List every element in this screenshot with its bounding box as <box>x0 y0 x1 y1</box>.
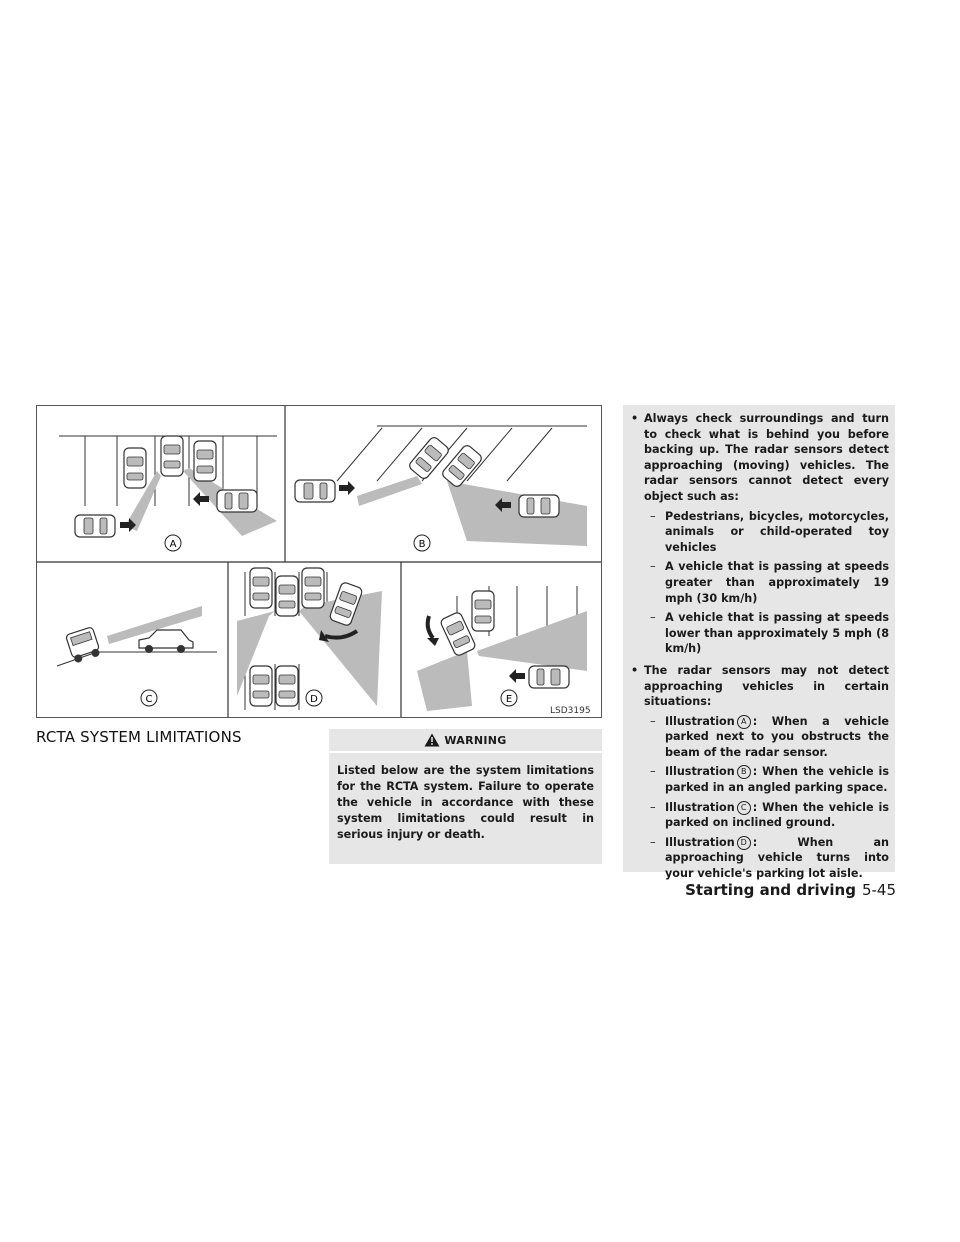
rcta-illustration <box>36 405 602 718</box>
panel-b-drawing <box>295 426 587 551</box>
warning-text: Listed below are the system limitations for the RCTA system. Failure to operate the vehicle in accordance with these system limitations could result in serious injury or death. <box>337 764 594 841</box>
list-subitem: – Illustration C : When the vehicle is parked on inclined ground. <box>631 800 889 831</box>
illustration-drawing <box>37 406 601 717</box>
svg-text:D: D <box>310 694 318 705</box>
illustration-c-marker: C <box>737 801 751 815</box>
list-subitem: – Illustration B : When the vehicle is parked in an angled parking space. <box>631 764 889 795</box>
figure-code: LSD3195 <box>550 706 591 716</box>
page-footer <box>685 881 896 899</box>
illustration-b-marker: B <box>737 765 751 779</box>
footer-section: Starting and driving <box>685 881 856 899</box>
list-subitem: – Illustration D : When an approaching vehicle turns into your vehicle's parking lot aisle. <box>631 835 889 882</box>
panel-a-drawing <box>59 436 277 551</box>
svg-text:E: E <box>505 694 513 705</box>
list-subitem: – Illustration A : When a vehicle parked next to you obstructs the beam of the radar sensor. <box>631 714 889 761</box>
page-number: 5-45 <box>861 881 896 899</box>
warning-header <box>329 729 602 753</box>
svg-text:A: A <box>169 539 177 550</box>
panel-d-drawing <box>237 568 382 710</box>
panel-e-drawing <box>417 586 587 711</box>
warning-triangle-icon <box>424 733 440 747</box>
svg-text:C: C <box>145 694 153 705</box>
list-subitem: – A vehicle that is passing at speeds greater than approximately 19 mph (30 km/h) <box>631 559 889 606</box>
svg-text:B: B <box>418 539 426 550</box>
illustration-d-marker: D <box>737 836 751 850</box>
panel-c-drawing <box>57 606 217 706</box>
list-item: • The radar sensors may not detect approaching vehicles in certain situations: <box>631 663 889 710</box>
warning-title: WARNING <box>444 733 507 747</box>
limitations-list <box>623 405 895 881</box>
illustration-a-marker: A <box>737 715 751 729</box>
list-subitem: – Pedestrians, bicycles, motorcycles, animals or child-operated toy vehicles <box>631 509 889 556</box>
section-heading: RCTA SYSTEM LIMITATIONS <box>36 728 242 746</box>
list-subitem: – A vehicle that is passing at speeds lower than approximately 5 mph (8 km/h) <box>631 610 889 657</box>
list-item: • Always check surroundings and turn to check what is behind you before backing up. The radar sensors detect approaching (moving) vehicles. The radar sensors cannot detect every object such as: <box>631 411 889 505</box>
warning-box <box>329 729 602 864</box>
